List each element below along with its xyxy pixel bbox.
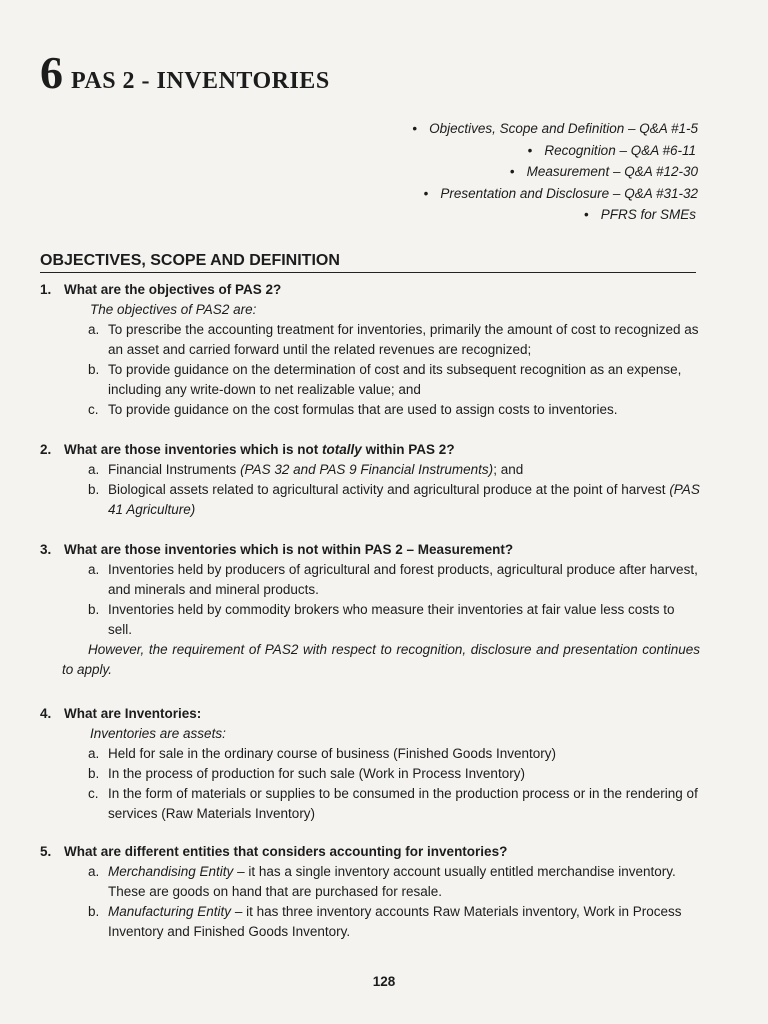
toc-item: • PFRS for SMEs xyxy=(584,207,696,222)
section-heading: OBJECTIVES, SCOPE AND DEFINITION xyxy=(40,252,696,273)
chapter-contents xyxy=(278,118,698,226)
answer-intro: The objectives of PAS2 are: xyxy=(90,302,257,317)
list-item: b. In the process of production for such sale (Work in Process Inventory) xyxy=(88,766,525,781)
question-block xyxy=(40,440,700,520)
answer-list xyxy=(40,460,700,520)
question: 1. What are the objectives of PAS 2? xyxy=(40,282,282,297)
bullet-icon: • xyxy=(412,121,418,136)
list-item: c. In the form of materials or supplies to be consumed in the production process or in the rendering of services (Raw Materials Inventory) xyxy=(88,786,698,821)
question: 3. What are those inventories which is not within PAS 2 – Measurement? xyxy=(40,542,514,557)
answer-intro: Inventories are assets: xyxy=(90,726,226,741)
list-item: b. Biological assets related to agricultural activity and agricultural produce at the point of harvest (PAS 41 Agriculture) xyxy=(88,482,700,517)
question: 5. What are different entities that considers accounting for inventories? xyxy=(40,844,508,859)
question: 2. What are those inventories which is not totally within PAS 2? xyxy=(40,442,455,457)
answer-list xyxy=(40,560,700,640)
question-block xyxy=(40,704,700,824)
bullet-icon: • xyxy=(423,185,429,201)
bullet-icon: • xyxy=(584,207,589,222)
list-item: a. Merchandising Entity – it has a single inventory account usually entitled merchandise inventory. These are goods on hand that are purchased for resale. xyxy=(88,864,676,899)
list-item: b. Inventories held by commodity brokers who measure their inventories at fair value less costs to sell. xyxy=(88,602,675,637)
question-block xyxy=(40,842,700,942)
answer-list xyxy=(40,862,700,942)
list-item: a. Financial Instruments (PAS 32 and PAS 9 Financial Instruments); and xyxy=(88,462,524,477)
chapter-number: 6 xyxy=(40,47,63,98)
toc-item: • Objectives, Scope and Definition – Q&A #1-5 xyxy=(412,121,698,136)
answer-list xyxy=(40,320,700,420)
chapter-header xyxy=(40,47,330,98)
toc-item: • Measurement – Q&A #12-30 xyxy=(509,164,698,179)
chapter-title: PAS 2 - INVENTORIES xyxy=(71,68,330,94)
list-item: b. To provide guidance on the determination of cost and its subsequent recognition as an expense, including any write-down to net realizable value; and xyxy=(88,362,682,397)
list-item: a. Held for sale in the ordinary course of business (Finished Goods Inventory) xyxy=(88,746,556,761)
question-block xyxy=(40,540,700,680)
bullet-icon: • xyxy=(509,164,515,179)
question: 4. What are Inventories: xyxy=(40,706,202,721)
list-item: c. To provide guidance on the cost formulas that are used to assign costs to inventories. xyxy=(88,402,618,417)
question-block xyxy=(40,280,700,420)
list-item: a. Inventories held by producers of agricultural and forest products, agricultural produce after harvest, and minerals and mineral products. xyxy=(88,562,698,597)
list-item: a. To prescribe the accounting treatment for inventories, primarily the amount of cost to recognized as an asset and carried forward until the related revenues are recognized; xyxy=(88,322,699,357)
answer-list xyxy=(40,744,700,824)
list-item: b. Manufacturing Entity – it has three inventory accounts Raw Materials inventory, Work in Process Inventory and Finished Goods Inventory. xyxy=(88,904,682,939)
bullet-icon: • xyxy=(527,142,533,158)
toc-item: • Recognition – Q&A #6-11 xyxy=(527,142,696,158)
answer-note: However, the requirement of PAS2 with respect to recognition, disclosure and presentation continues to apply. xyxy=(62,642,700,677)
page-number: 128 xyxy=(372,974,396,989)
toc-item: • Presentation and Disclosure – Q&A #31-32 xyxy=(423,185,698,201)
